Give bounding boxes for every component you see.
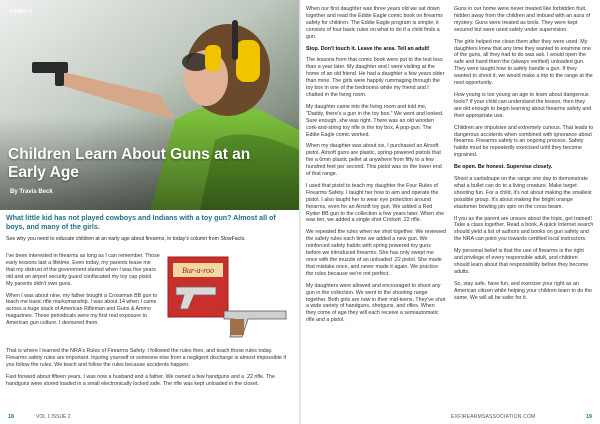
- paragraph: My daughter came into the living room and told me, "Daddy, there's a gun in the toy box." We went and looked. Sure enough, she was right. There was an old wooden cork-and-string toy rifle in the toy box. A pop-gun. The Eddie Eagle comic worked.: [306, 103, 444, 138]
- paragraph: My daughters were allowed and encouraged to shoot any gun in the collection. We went to the shooting range together. Both girls are now in their mid-teens. They've shot a wide variety of handguns, shotguns, and rifles. When they come of age they will each receive a semiautomatic rifle and a pistol.: [306, 282, 446, 324]
- left-bottom-text: [6, 348, 294, 393]
- paragraph: Guns in our home were never treated like forbidden fruit, hidden away from the children and imbued with an aura of mystery. Guns were treated as tools. They were kept secured but were used safely under supervision.: [454, 6, 591, 33]
- volume-label: VOL 1 ISSUE 2: [36, 414, 71, 420]
- article-title: Children Learn About Guns at an Early Age: [8, 146, 251, 181]
- paragraph: My personal belief is that the use of firearms is the right and privilege of every responsible adult, and children should learn about that responsibility before they become adults.: [454, 248, 589, 275]
- toy-pistol-photo: [164, 253, 296, 345]
- paragraph: So, stay safe, have fun, and exercise your right as an American citizen while helping your children learn to do the same. We will all be safer for it.: [454, 280, 593, 301]
- section-tag: FAMILY: [10, 9, 33, 15]
- paragraph: If you as the parent are unsure about the topic, get trained! Take a class together. Read a book. A quick Internet search should yield a list of authors and books on gun safety and the NRA can point you towards certified local instructors.: [454, 215, 594, 243]
- paragraph: When I was about nine, my father bought a Crossman BB gun to teach me basic rifle marksmanship. I was about 14 when I came across a huge stack of American Rifleman and Guns & Ammo magazines. Those periodicals were my first real exposure to American gun culture. I devoured them.: [6, 292, 158, 327]
- subhead: Be open. Be honest. Supervise closely.: [454, 164, 553, 171]
- paragraph: That is where I learned the NRA's Rules of Firearms Safety. I followed the rules then, and teach those rules today. Firearms safety rules are important. Injuring yourself or someone else from a negligent discharge is almost impossible if you follow the rules. We teach and follow the rules because accidents happen.: [6, 348, 286, 368]
- paragraph: The lessons from that comic book were put to the test less than a year later. My daughter and I were visiting at the home of an old friend. He had a daughter a few years older than mine. The girls were happily rummaging through the toy box in one of the bedrooms while my friend and I chatted in the living room.: [306, 57, 445, 98]
- right-column-2: [454, 6, 594, 307]
- byline: By Travis Beck: [10, 189, 53, 195]
- paragraph: Children are impulsive and extremely curious. That leads to dangerous accidents when combined with ignorance about firearms. Firearms safety is an ongoing process. Safety habits must be repeatedly exercised until they become ingrained.: [454, 124, 594, 159]
- subhead: Stop. Don't touch it. Leave the area. Tell an adult!: [306, 45, 430, 52]
- paragraph: The girls helped me clean them after they were used. My daughters knew that any time they wanted to examine one of the guns, all they had to do was ask. I would open the safe and hand them the (always verified) unloaded gun. They were taught how to safely handle a gun. If they wanted to shoot it, we would make a trip to the range at the next opportunity.: [454, 38, 593, 87]
- page-number: 19: [586, 414, 592, 420]
- article-deck: What little kid has not played cowboys and Indians with a toy gun? Almost all of boys, and many of the girls.: [6, 214, 276, 231]
- paragraph: Fast forward about fifteen years. I was now a husband and a father. We owned a few handguns and a .22 rifle. The handguns were stored loaded in a small electronically locked safe. The rifle was kept unloaded in the closet.: [6, 373, 275, 387]
- hero-photo: [0, 0, 299, 210]
- paragraph: I've been interested in firearms as long as I can remember. Those early lessons last a lifetime. Even today, my parents tease me that my distrust of the government started when I was five years old and an airport security guard confiscated my toy cap pistol. My parents didn't own guns.: [6, 253, 160, 287]
- paragraph: I used that pistol to teach my daughter the Four Rules of Firearms Safety. I taught her how to aim and operate the pistol. I also taught her to wear eye protection around firearms, even for an Airsoft toy gun. We added a Red Ryder BB gun to the collection a few years later. When she was ten, we added a single shot Crickett .22 rifle.: [306, 182, 445, 224]
- right-column-1: [306, 6, 446, 329]
- paragraph: When my daughter was about six, I purchased an Airsoft pistol. Airsoft guns are plastic, spring-powered pistols that fire a 6mm plastic pellet at anywhere from fifty to a few hundred feet per second. This pistol was on the lower end of that range.: [306, 143, 442, 178]
- page-number: 18: [8, 414, 14, 420]
- paragraph: When our first daughter was three years old we sat down together and read the Eddie Eagle comic book on firearms safety for children. The Eddie Eagle program is simple; it consists of four basic rules on what to do if a child finds a gun.: [306, 6, 443, 40]
- paragraph: We repeated the rules when we shot together. We reviewed the safety rules each time we added a new gun. We reinforced safety habits with spring powered toy guns before we introduced firearms. She has only swept me once with the muzzle of an unloaded .22 pistol. She made that mistake once, and never made it again. We practice the rules because we're not perfect.: [306, 229, 446, 277]
- paragraph: Shoot a cantaloupe on the range one day to demonstrate what a bullet can do to a living creature. Make target shooting fun. For a child, it's not about making the smallest possible group. It's about making the bright orange elastomer bowling pin spin on the cross beam.: [454, 176, 592, 210]
- intro-text: See why you need to educate children at an early age about firearms, in today's column from SlowFacts.: [6, 236, 246, 242]
- left-column: [6, 253, 160, 332]
- right-footer: [301, 412, 600, 424]
- toy-box-label: Bur-a-roo: [182, 266, 214, 275]
- website-url[interactable]: EXFIREARMSASSOCIATION.COM: [451, 414, 536, 420]
- paragraph: How young is too young an age to learn about dangerous tools? If your child can understand the lesson, then they are old enough to begin learning about firearms safety and their appropriate use.: [454, 91, 592, 119]
- left-footer: [0, 412, 299, 424]
- page-gutter: [299, 0, 301, 424]
